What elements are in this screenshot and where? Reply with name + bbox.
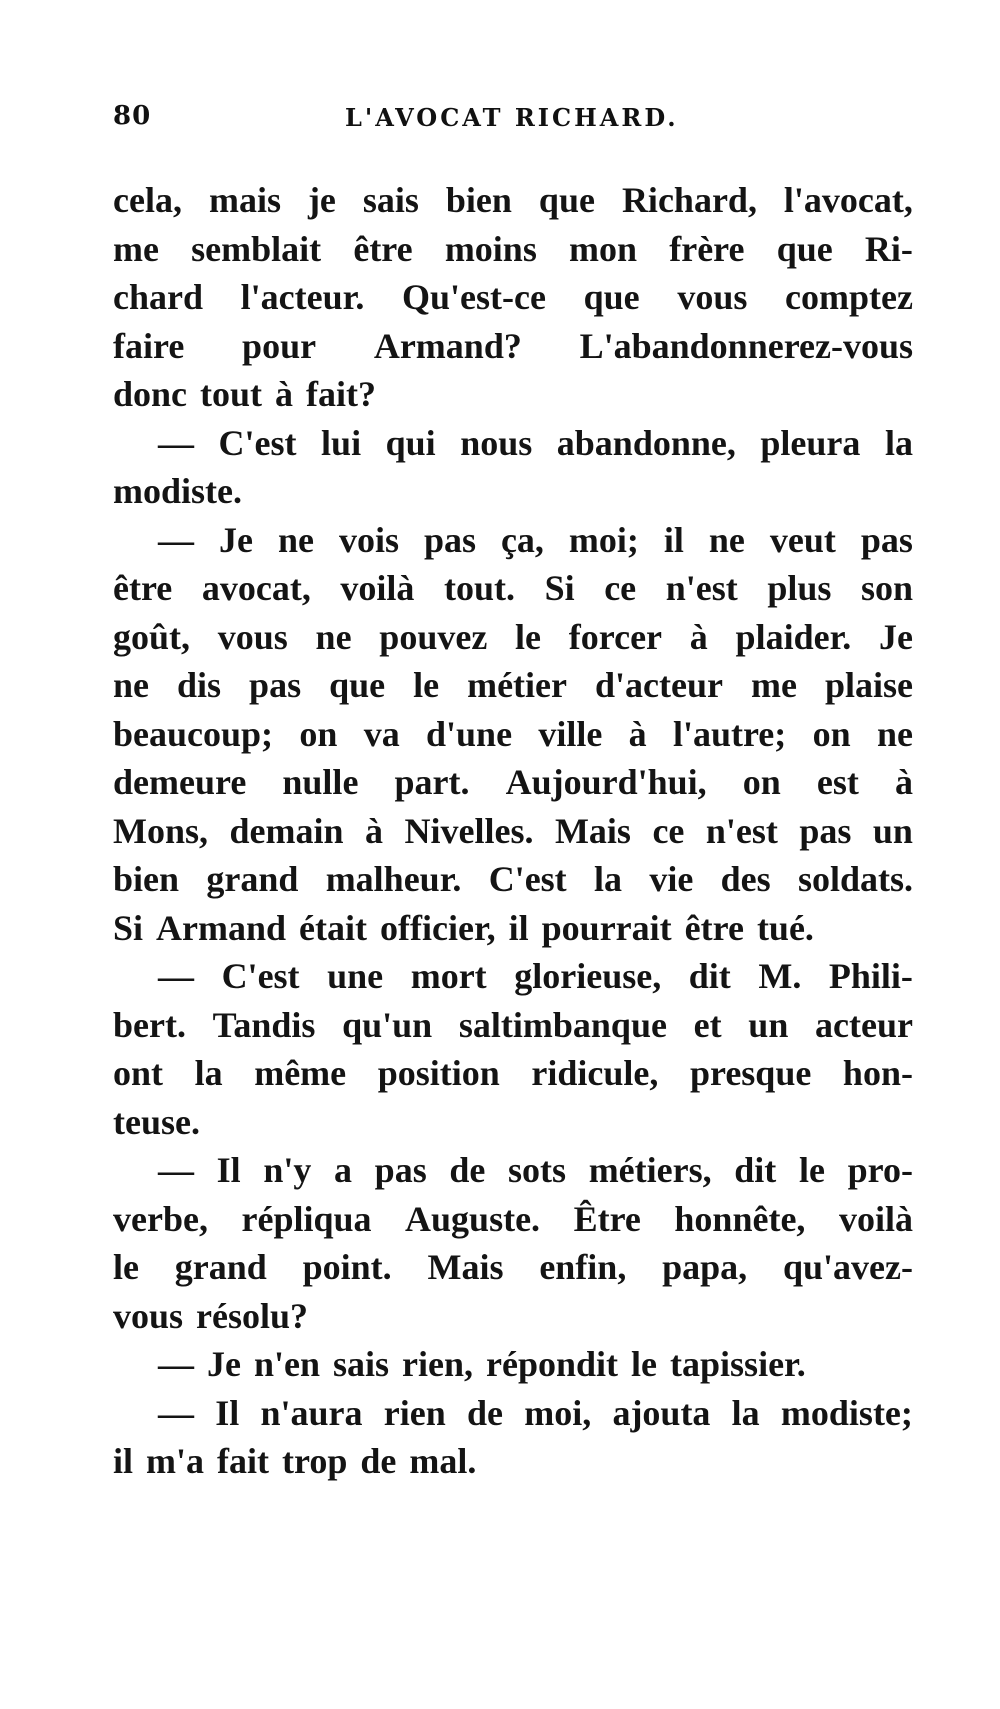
text-line: Si Armand était officier, il pourrait être tué. — [113, 907, 814, 948]
text-line: — Je n'en sais rien, répondit le tapissier. — [158, 1344, 806, 1384]
text-line: — Il n'y a pas de sots métiers, dit le pro- — [158, 1150, 913, 1190]
text-line: — C'est lui qui nous abandonne, pleura la — [158, 422, 913, 463]
text-line: cela, mais je sais bien que Richard, l'avocat, — [113, 180, 913, 220]
text-line: — Il n'aura rien de moi, ajouta la modiste; — [158, 1392, 913, 1433]
text-line: verbe, répliqua Auguste. Être honnête, voilà — [113, 1198, 913, 1239]
text-line: bert. Tandis qu'un saltimbanque et un acteur — [113, 1004, 913, 1045]
text-line: beaucoup; on va d'une ville à l'autre; on ne — [113, 713, 913, 754]
text-line: — Je ne vois pas ça, moi; il ne veut pas — [158, 519, 913, 560]
body-text — [113, 176, 913, 1486]
text-line: faire pour Armand? L'abandonnerez-vous — [113, 325, 913, 366]
page-number: 80 — [113, 101, 152, 131]
running-title: L'AVOCAT RICHARD. — [345, 103, 679, 132]
text-line: — C'est une mort glorieuse, dit M. Phili- — [158, 956, 913, 996]
text-line: être avocat, voilà tout. Si ce n'est plus son — [113, 568, 913, 608]
text-line: ont la même position ridicule, presque hon- — [113, 1053, 913, 1093]
text-line: demeure nulle part. Aujourd'hui, on est à — [113, 762, 913, 802]
text-line: Mons, demain à Nivelles. Mais ce n'est pas un — [113, 810, 913, 851]
text-line: modiste. — [113, 471, 242, 511]
text-line: me semblait être moins mon frère que Ri- — [113, 228, 913, 269]
text-line: chard l'acteur. Qu'est-ce que vous comptez — [113, 277, 913, 317]
text-line: ne dis pas que le métier d'acteur me plaise — [113, 665, 913, 705]
text-line: vous résolu? — [113, 1295, 309, 1336]
page-header — [113, 101, 913, 141]
text-line: goût, vous ne pouvez le forcer à plaider. Je — [113, 616, 913, 657]
text-line: teuse. — [113, 1101, 200, 1142]
text-line: bien grand malheur. C'est la vie des soldats. — [113, 859, 913, 899]
text-line: le grand point. Mais enfin, papa, qu'avez- — [113, 1247, 913, 1287]
text-line: donc tout à fait? — [113, 374, 377, 414]
text-line: il m'a fait trop de mal. — [113, 1441, 477, 1481]
